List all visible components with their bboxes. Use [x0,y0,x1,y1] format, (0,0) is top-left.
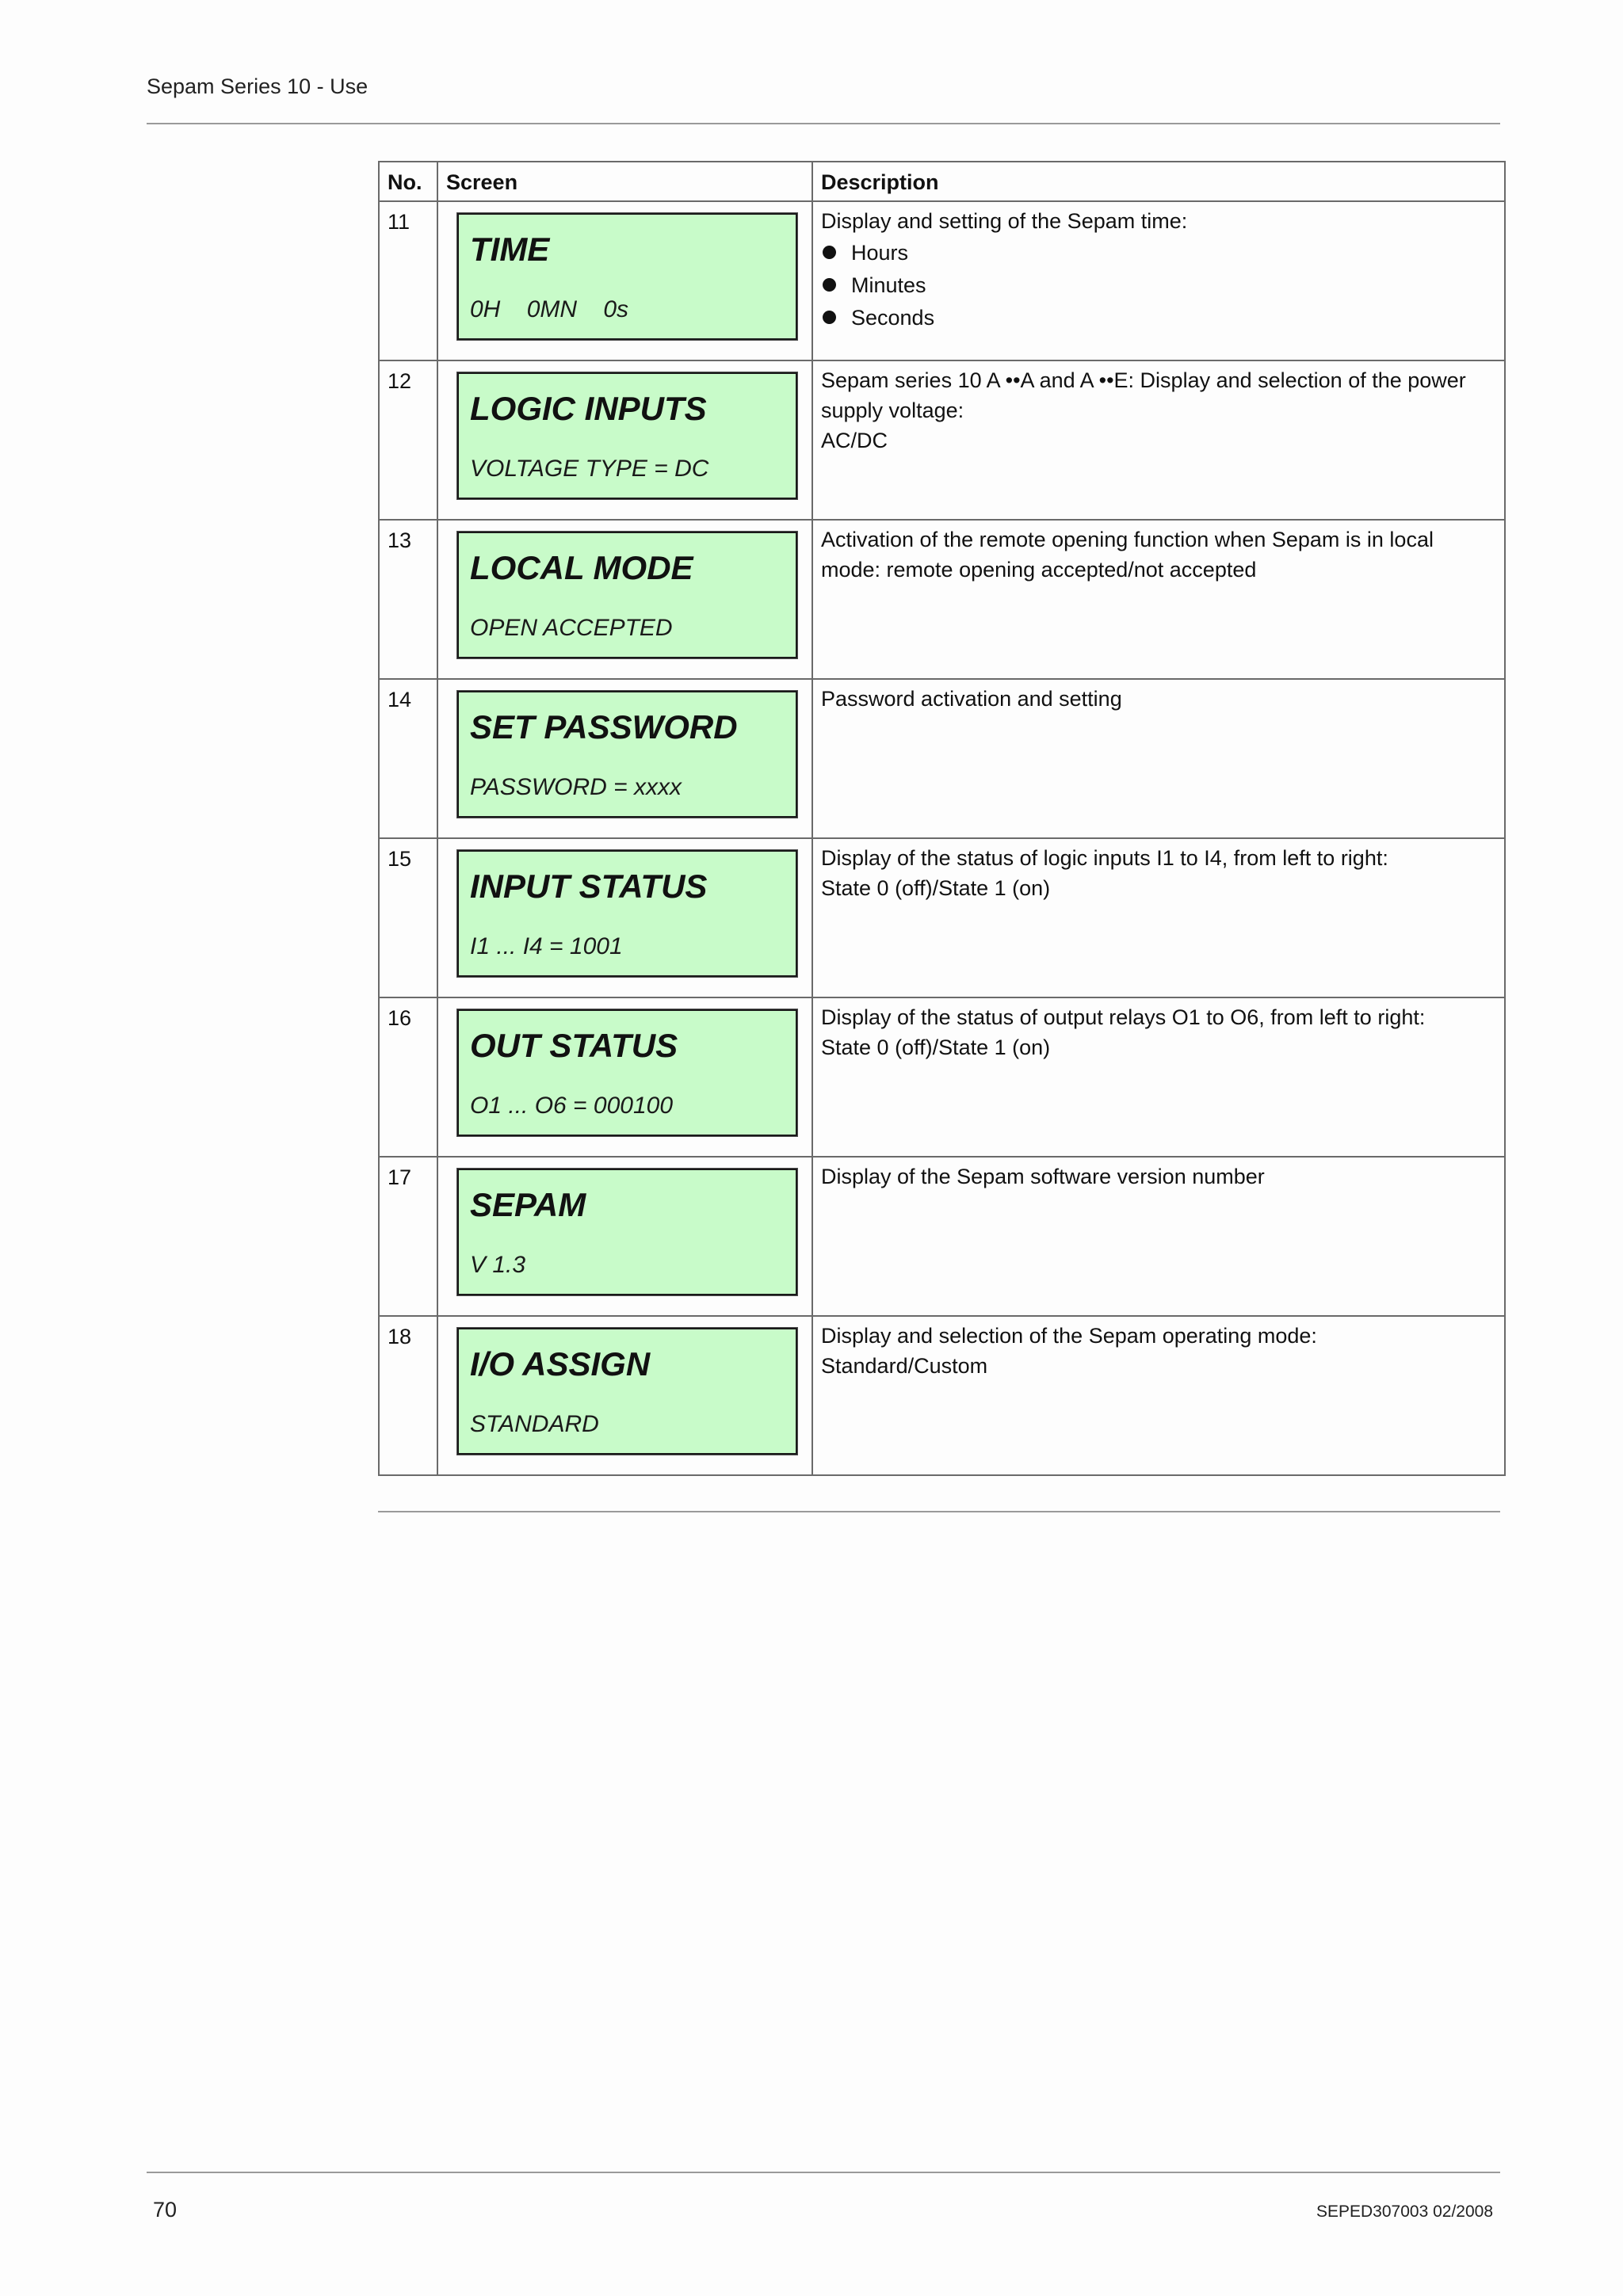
screen-cell [437,679,812,838]
description-text: Display of the status of logic inputs I1 to I4, from left to right: [821,846,1388,870]
header-divider [147,123,1500,124]
lcd-display [457,372,797,499]
document-reference: SEPED307003 02/2008 [1316,2203,1493,2221]
description-cell [812,201,1505,360]
lcd-value: VOLTAGE TYPE = DC [470,456,709,482]
description-cell [812,997,1505,1157]
lcd-title: I/O ASSIGN [470,1345,651,1383]
lcd-display [457,213,797,340]
lcd-title: LOCAL MODE [470,549,693,586]
row-number: 15 [379,838,437,997]
page-number: 70 [153,2198,178,2222]
screen-cell [437,201,812,360]
table-header-row [379,162,1505,201]
lcd-title: INPUT STATUS [470,868,708,905]
lcd-display [457,1169,797,1295]
lcd-value: PASSWORD = xxxx [470,774,682,800]
lcd-value: STANDARD [470,1411,599,1437]
table-row [379,679,1505,838]
row-number: 11 [379,201,437,360]
lcd-display [457,532,797,658]
table-row [379,520,1505,679]
lcd-display [457,691,797,818]
lcd-title: OUT STATUS [470,1027,678,1064]
table-row [379,997,1505,1157]
row-number: 13 [379,520,437,679]
screen-cell [437,1316,812,1475]
lcd-value: OPEN ACCEPTED [470,615,673,641]
description-text: Sepam series 10 A ••A and A ••E: Display and selection of the power supply voltage: [821,368,1466,422]
table-row [379,360,1505,520]
column-header-no: No. [379,162,437,201]
description-text: Display and selection of the Sepam operating mode: [821,1324,1317,1348]
lcd-display [457,850,797,977]
row-number: 17 [379,1157,437,1316]
screen-cell [437,838,812,997]
column-header-description: Description [812,162,1505,201]
description-text: State 0 (off)/State 1 (on) [821,876,1051,900]
description-cell [812,679,1505,838]
table-row [379,1157,1505,1316]
lcd-value: O1 ... O6 = 000100 [470,1093,674,1119]
description-text: Standard/Custom [821,1354,988,1378]
lcd-value: V 1.3 [470,1252,526,1278]
table-row [379,838,1505,997]
description-text: Display of the Sepam software version number [821,1165,1265,1188]
table-end-divider [378,1511,1500,1512]
description-text: AC/DC [821,429,888,452]
lcd-display [457,1328,797,1455]
description-text: Activation of the remote opening function when Sepam is in local mode: remote opening accepted/not accepted [821,528,1434,582]
table-body [379,201,1505,1475]
lcd-title: LOGIC INPUTS [470,390,707,427]
row-number: 12 [379,360,437,520]
description-cell [812,360,1505,520]
description-cell [812,838,1505,997]
description-text: Display and setting of the Sepam time: [821,209,1188,233]
running-header: Sepam Series 10 - Use [147,74,369,98]
table-row [379,1316,1505,1475]
description-text: Display of the status of output relays O1 to O6, from left to right: [821,1005,1426,1029]
description-cell [812,1316,1505,1475]
footer-divider [147,2172,1500,2173]
screen-cell [437,360,812,520]
description-text: State 0 (off)/State 1 (on) [821,1035,1051,1059]
column-header-screen: Screen [437,162,812,201]
description-cell [812,1157,1505,1316]
description-text: Password activation and setting [821,687,1122,711]
description-cell [812,520,1505,679]
lcd-display [457,1009,797,1136]
bullet-list [821,237,1496,334]
row-number: 14 [379,679,437,838]
row-number: 18 [379,1316,437,1475]
lcd-title: SEPAM [470,1186,586,1223]
lcd-value: I1 ... I4 = 1001 [470,933,623,959]
screen-cell [437,520,812,679]
screen-cell [437,997,812,1157]
lcd-value: 0H 0MN 0s [470,296,629,322]
bullet-item: Minutes [821,269,1496,302]
screen-cell [437,1157,812,1316]
lcd-title: SET PASSWORD [470,708,738,746]
table-row [379,201,1505,360]
screens-table [378,161,1506,1476]
lcd-title: TIME [470,231,550,268]
bullet-item: Hours [821,237,1496,269]
row-number: 16 [379,997,437,1157]
bullet-item: Seconds [821,302,1496,334]
